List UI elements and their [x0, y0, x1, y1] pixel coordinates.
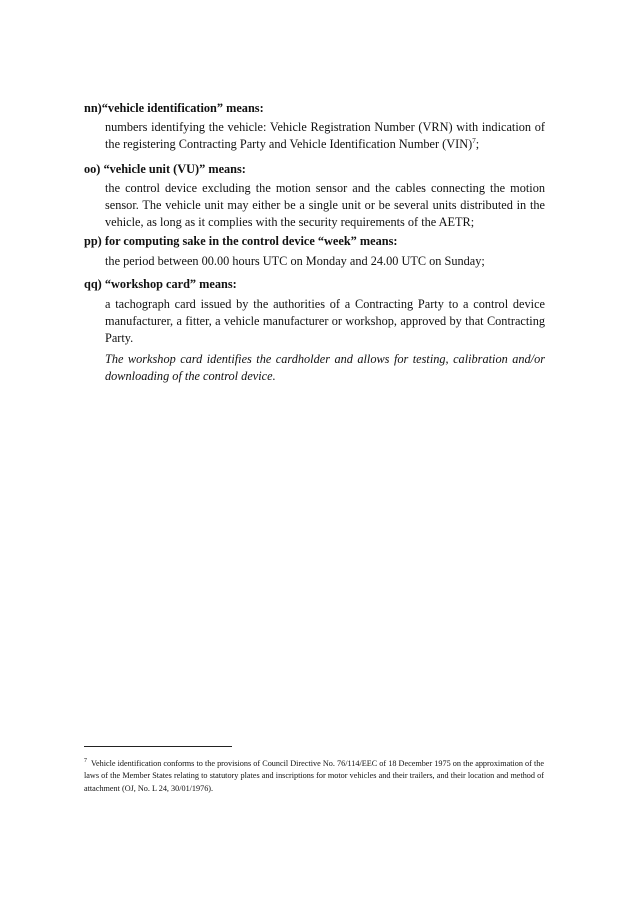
definition-qq-body [105, 296, 545, 385]
footnote-text: Vehicle identification conforms to the provisions of Council Directive No. 76/114/EEC of 18 December 1975 on the approximation of the laws of the Member States relating to statutory plates and inscriptions for motor vehicles and their trailers, and their location and method of attachment (OJ, No. L 24, 30/01/1976). [84, 759, 544, 793]
footnote [84, 758, 544, 795]
definition-qq-term: qq) “workshop card” means: [84, 277, 237, 291]
definition-nn-term: nn)“vehicle identification” means: [84, 101, 264, 115]
footnote-reference: 7 [472, 136, 476, 145]
definition-nn-body [105, 119, 545, 153]
definition-pp-body [105, 253, 545, 270]
footnote-mark: 7 [84, 758, 87, 765]
definition-oo-term: oo) “vehicle unit (VU)” means: [84, 162, 246, 176]
definition-nn-main-text: numbers identifying the vehicle: Vehicle Registration Number (VRN) with indication of the registering Contracting Party and Vehicle Identification Number (VIN) [105, 120, 545, 151]
definition-qq-text: a tachograph card issued by the authorities of a Contracting Party to a control device manufacturer, a fitter, a vehicle manufacturer or workshop, approved by that Contracting Party. [105, 297, 545, 345]
definition-oo-body [105, 180, 545, 231]
footnote-separator [84, 746, 232, 747]
definition-pp-text: the period between 00.00 hours UTC on Monday and 24.00 UTC on Sunday; [105, 254, 485, 268]
definition-pp-term: pp) for computing sake in the control device “week” means: [84, 234, 398, 248]
definition-nn-text [105, 119, 545, 153]
definition-qq-note: The workshop card identifies the cardholder and allows for testing, calibration and/or downloading of the control device. [105, 352, 545, 383]
definition-oo-text: the control device excluding the motion sensor and the cables connecting the motion sensor. The vehicle unit may either be a single unit or be several units distributed in the vehicle, as long as it complies with the security requirements of the AETR; [105, 181, 545, 229]
definition-nn-text-end: ; [475, 137, 480, 151]
